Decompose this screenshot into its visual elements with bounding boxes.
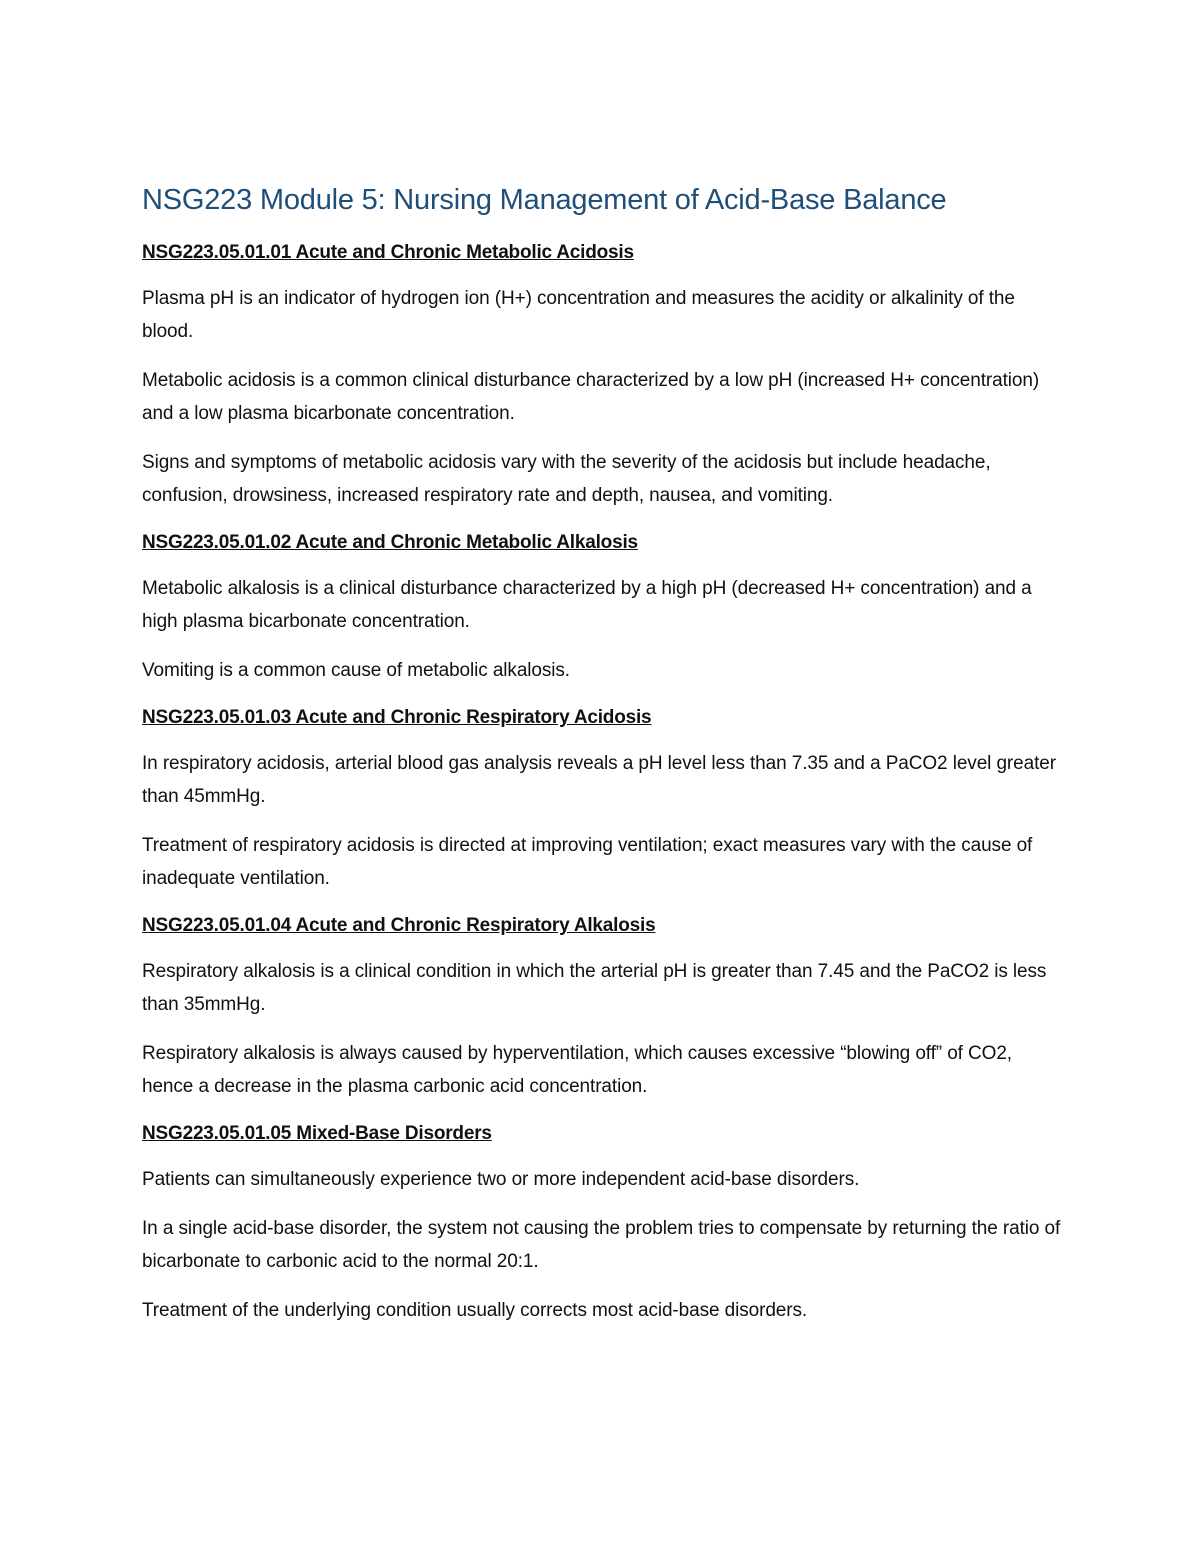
paragraph: Metabolic acidosis is a common clinical disturbance characterized by a low pH (increased H+ concentration) and a low plasma bicarbonate concentration.	[142, 370, 1040, 424]
section-mixed-base-disorders	[142, 1119, 1062, 1327]
section-respiratory-alkalosis	[142, 911, 1062, 1103]
paragraph: Treatment of the underlying condition usually corrects most acid-base disorders.	[142, 1300, 808, 1321]
paragraph: Treatment of respiratory acidosis is directed at improving ventilation; exact measures vary with the cause of inadequate ventilation.	[142, 835, 1033, 889]
section-heading: NSG223.05.01.02 Acute and Chronic Metabolic Alkalosis	[142, 532, 638, 553]
paragraph: Respiratory alkalosis is a clinical condition in which the arterial pH is greater than 7.45 and the PaCO2 is less than 35mmHg.	[142, 961, 1047, 1015]
document-title: NSG223 Module 5: Nursing Management of Acid-Base Balance	[142, 184, 947, 216]
section-heading: NSG223.05.01.05 Mixed-Base Disorders	[142, 1123, 492, 1144]
section-metabolic-acidosis	[142, 238, 1062, 512]
paragraph: Plasma pH is an indicator of hydrogen ion (H+) concentration and measures the acidity or alkalinity of the blood.	[142, 288, 1015, 342]
section-heading: NSG223.05.01.03 Acute and Chronic Respiratory Acidosis	[142, 707, 652, 728]
section-respiratory-acidosis	[142, 703, 1062, 895]
paragraph: In a single acid-base disorder, the system not causing the problem tries to compensate by returning the ratio of bicarbonate to carbonic acid to the normal 20:1.	[142, 1218, 1061, 1272]
section-metabolic-alkalosis	[142, 528, 1062, 687]
paragraph: Respiratory alkalosis is always caused by hyperventilation, which causes excessive “blowing off” of CO2, hence a decrease in the plasma carbonic acid concentration.	[142, 1043, 1012, 1097]
paragraph: Metabolic alkalosis is a clinical disturbance characterized by a high pH (decreased H+ concentration) and a high plasma bicarbonate concentration.	[142, 578, 1032, 632]
paragraph: Vomiting is a common cause of metabolic alkalosis.	[142, 660, 570, 681]
paragraph: In respiratory acidosis, arterial blood gas analysis reveals a pH level less than 7.35 and a PaCO2 level greater than 45mmHg.	[142, 753, 1056, 807]
section-heading: NSG223.05.01.01 Acute and Chronic Metabolic Acidosis	[142, 242, 634, 263]
section-heading: NSG223.05.01.04 Acute and Chronic Respiratory Alkalosis	[142, 915, 656, 936]
paragraph: Signs and symptoms of metabolic acidosis vary with the severity of the acidosis but include headache, confusion, drowsiness, increased respiratory rate and depth, nausea, and vomiting.	[142, 452, 991, 506]
document-page	[142, 178, 1062, 1343]
paragraph: Patients can simultaneously experience two or more independent acid-base disorders.	[142, 1169, 860, 1190]
